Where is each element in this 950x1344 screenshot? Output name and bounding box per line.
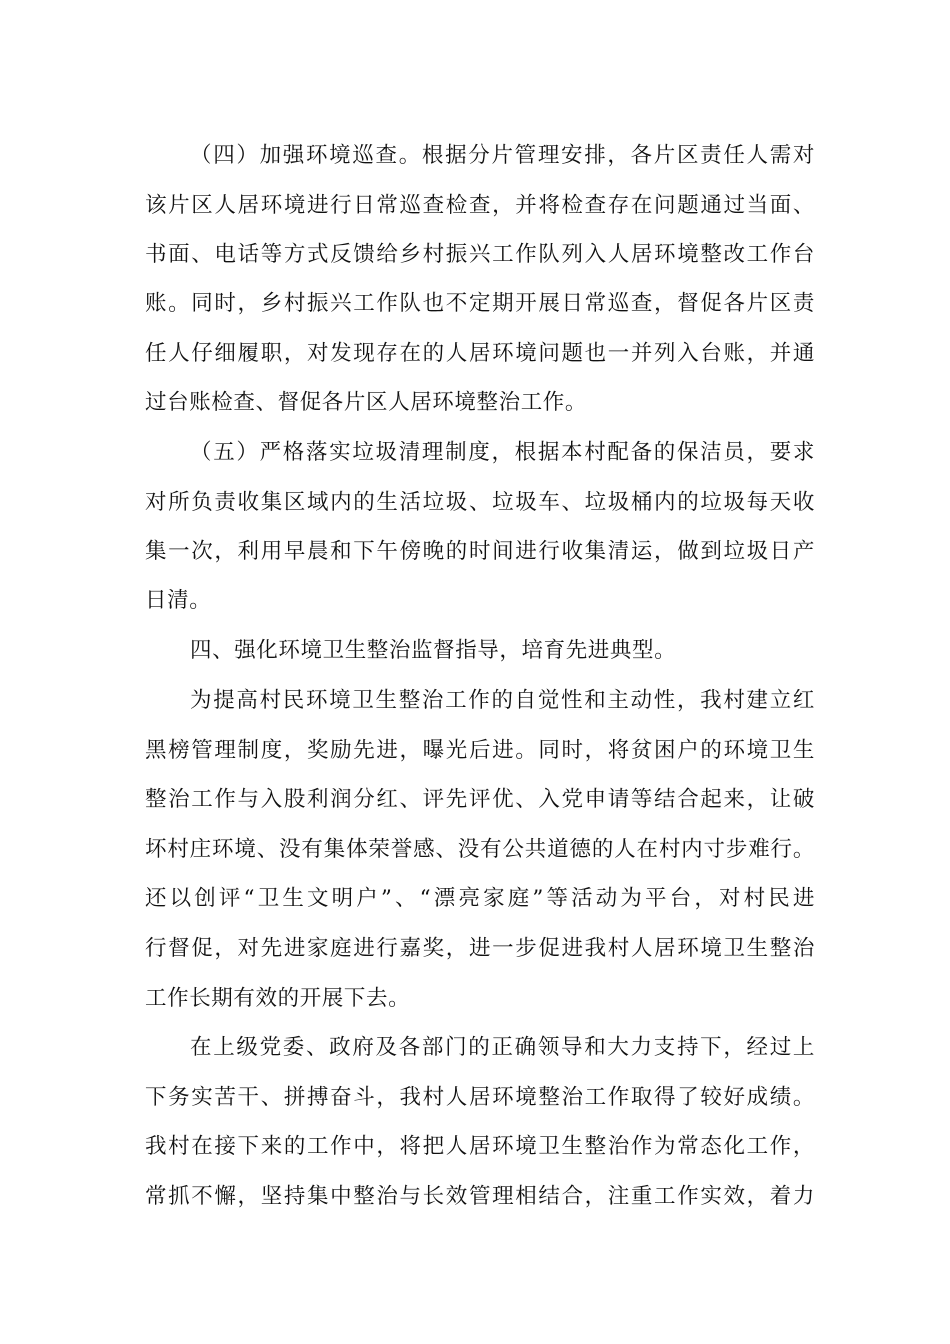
paragraph-5-line-2: 下务实苦干、拼搏奋斗，我村人居环境整治工作取得了较好成绩。: [145, 1085, 815, 1110]
paragraph-2-line-3: 集一次，利用早晨和下午傍晚的时间进行收集清运，做到垃圾日产: [145, 539, 815, 564]
paragraph-1-line-1: （四）加强环境巡查。根据分片管理安排，各片区责任人需对: [190, 143, 815, 168]
paragraph-2-line-1: （五）严格落实垃圾清理制度，根据本村配备的保洁员，要求: [190, 440, 815, 465]
paragraph-2-line-2: 对所负责收集区域内的生活垃圾、垃圾车、垃圾桶内的垃圾每天收: [145, 490, 815, 515]
paragraph-4-line-6: 行督促，对先进家庭进行嘉奖，进一步促进我村人居环境卫生整治: [145, 936, 815, 961]
paragraph-5-line-1: 在上级党委、政府及各部门的正确领导和大力支持下，经过上: [190, 1035, 815, 1060]
paragraph-1-line-3: 书面、电话等方式反馈给乡村振兴工作队列入人居环境整改工作台: [145, 242, 815, 267]
paragraph-4-line-3: 整治工作与入股利润分红、评先评优、入党申请等结合起来，让破: [145, 787, 815, 812]
paragraph-4-line-7: 工作长期有效的开展下去。: [145, 986, 411, 1011]
paragraph-1-line-2: 该片区人居环境进行日常巡查检查，并将检查存在问题通过当面、: [145, 193, 815, 218]
paragraph-5-line-3: 我村在接下来的工作中，将把人居环境卫生整治作为常态化工作，: [145, 1134, 815, 1159]
paragraph-1-line-4: 账。同时，乡村振兴工作队也不定期开展日常巡查，督促各片区责: [145, 291, 815, 316]
paragraph-2-line-4: 日清。: [145, 588, 212, 613]
paragraph-1-line-5: 任人仔细履职，对发现存在的人居环境问题也一并列入台账，并通: [145, 341, 815, 366]
paragraph-4-line-1: 为提高村民环境卫生整治工作的自觉性和主动性，我村建立红: [190, 688, 815, 713]
paragraph-4-line-5: 还以创评“卫生文明户”、“漂亮家庭”等活动为平台，对村民进: [145, 886, 815, 911]
paragraph-1-line-6: 过台账检查、督促各片区人居环境整治工作。: [145, 390, 588, 415]
paragraph-4-line-4: 坏村庄环境、没有集体荣誉感、没有公共道德的人在村内寸步难行。: [145, 837, 815, 862]
paragraph-4-line-2: 黑榜管理制度，奖励先进，曝光后进。同时，将贫困户的环境卫生: [145, 738, 815, 763]
section-heading: 四、强化环境卫生整治监督指导，培育先进典型。: [190, 638, 677, 663]
paragraph-5-line-4: 常抓不懈，坚持集中整治与长效管理相结合，注重工作实效，着力: [145, 1184, 815, 1209]
